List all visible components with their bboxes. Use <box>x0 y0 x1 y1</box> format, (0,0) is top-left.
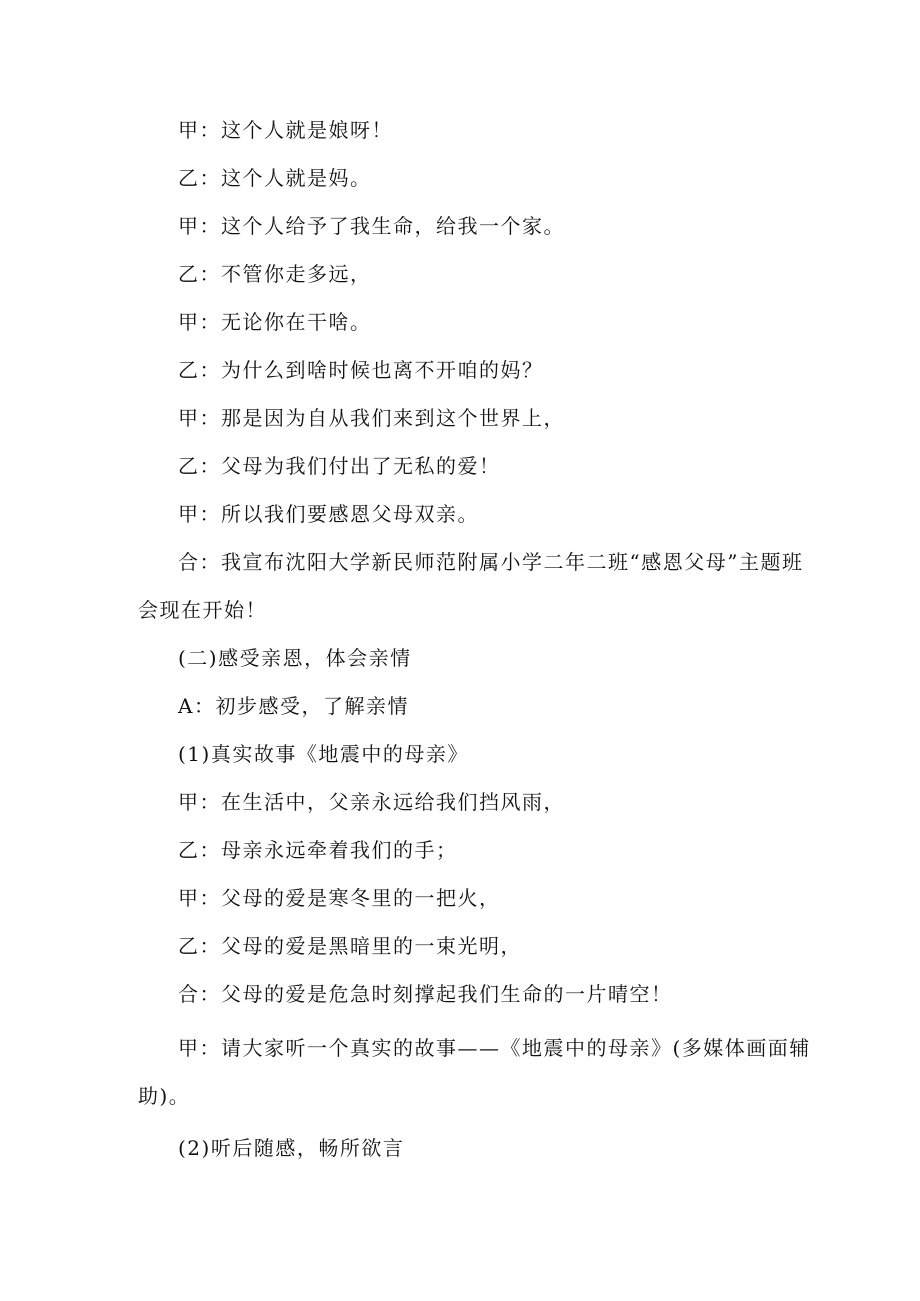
dialogue-line-continuation: 助)。 <box>138 1084 191 1108</box>
dialogue-line: 乙：这个人就是妈。 <box>178 166 372 190</box>
dialogue-line: 乙：父母的爱是黑暗里的一束光明， <box>178 934 522 958</box>
dialogue-line: 甲：在生活中，父亲永远给我们挡风雨， <box>178 790 565 814</box>
dialogue-line: 合：我宣布沈阳大学新民师范附属小学二年二班“感恩父母”主题班 <box>178 550 804 574</box>
item-heading: (1)真实故事《地震中的母亲》 <box>178 742 469 766</box>
dialogue-line: 乙：母亲永远牵着我们的手； <box>178 838 458 862</box>
section-heading: (二)感受亲恩，体会亲情 <box>178 646 412 670</box>
dialogue-line: 甲：所以我们要感恩父母双亲。 <box>178 502 479 526</box>
dialogue-line: 甲：父母的爱是寒冬里的一把火， <box>178 886 501 910</box>
subsection-heading: A：初步感受，了解亲情 <box>178 694 409 718</box>
dialogue-line: 甲：这个人就是娘呀！ <box>178 118 393 142</box>
dialogue-line: 合：父母的爱是危急时刻撑起我们生命的一片晴空！ <box>178 982 673 1006</box>
dialogue-line: 甲：无论你在干啥。 <box>178 310 372 334</box>
dialogue-line: 乙：为什么到啥时候也离不开咱的妈？ <box>178 358 544 382</box>
dialogue-line: 乙：父母为我们付出了无私的爱！ <box>178 454 501 478</box>
dialogue-line: 乙：不管你走多远， <box>178 262 372 286</box>
item-heading: (2)听后随感，畅所欲言 <box>178 1136 405 1160</box>
dialogue-line: 甲：这个人给予了我生命，给我一个家。 <box>178 214 565 238</box>
dialogue-line: 甲：请大家听一个真实的故事——《地震中的母亲》(多媒体画面辅 <box>178 1036 811 1060</box>
dialogue-line: 甲：那是因为自从我们来到这个世界上， <box>178 406 565 430</box>
dialogue-line-continuation: 会现在开始！ <box>138 598 267 622</box>
